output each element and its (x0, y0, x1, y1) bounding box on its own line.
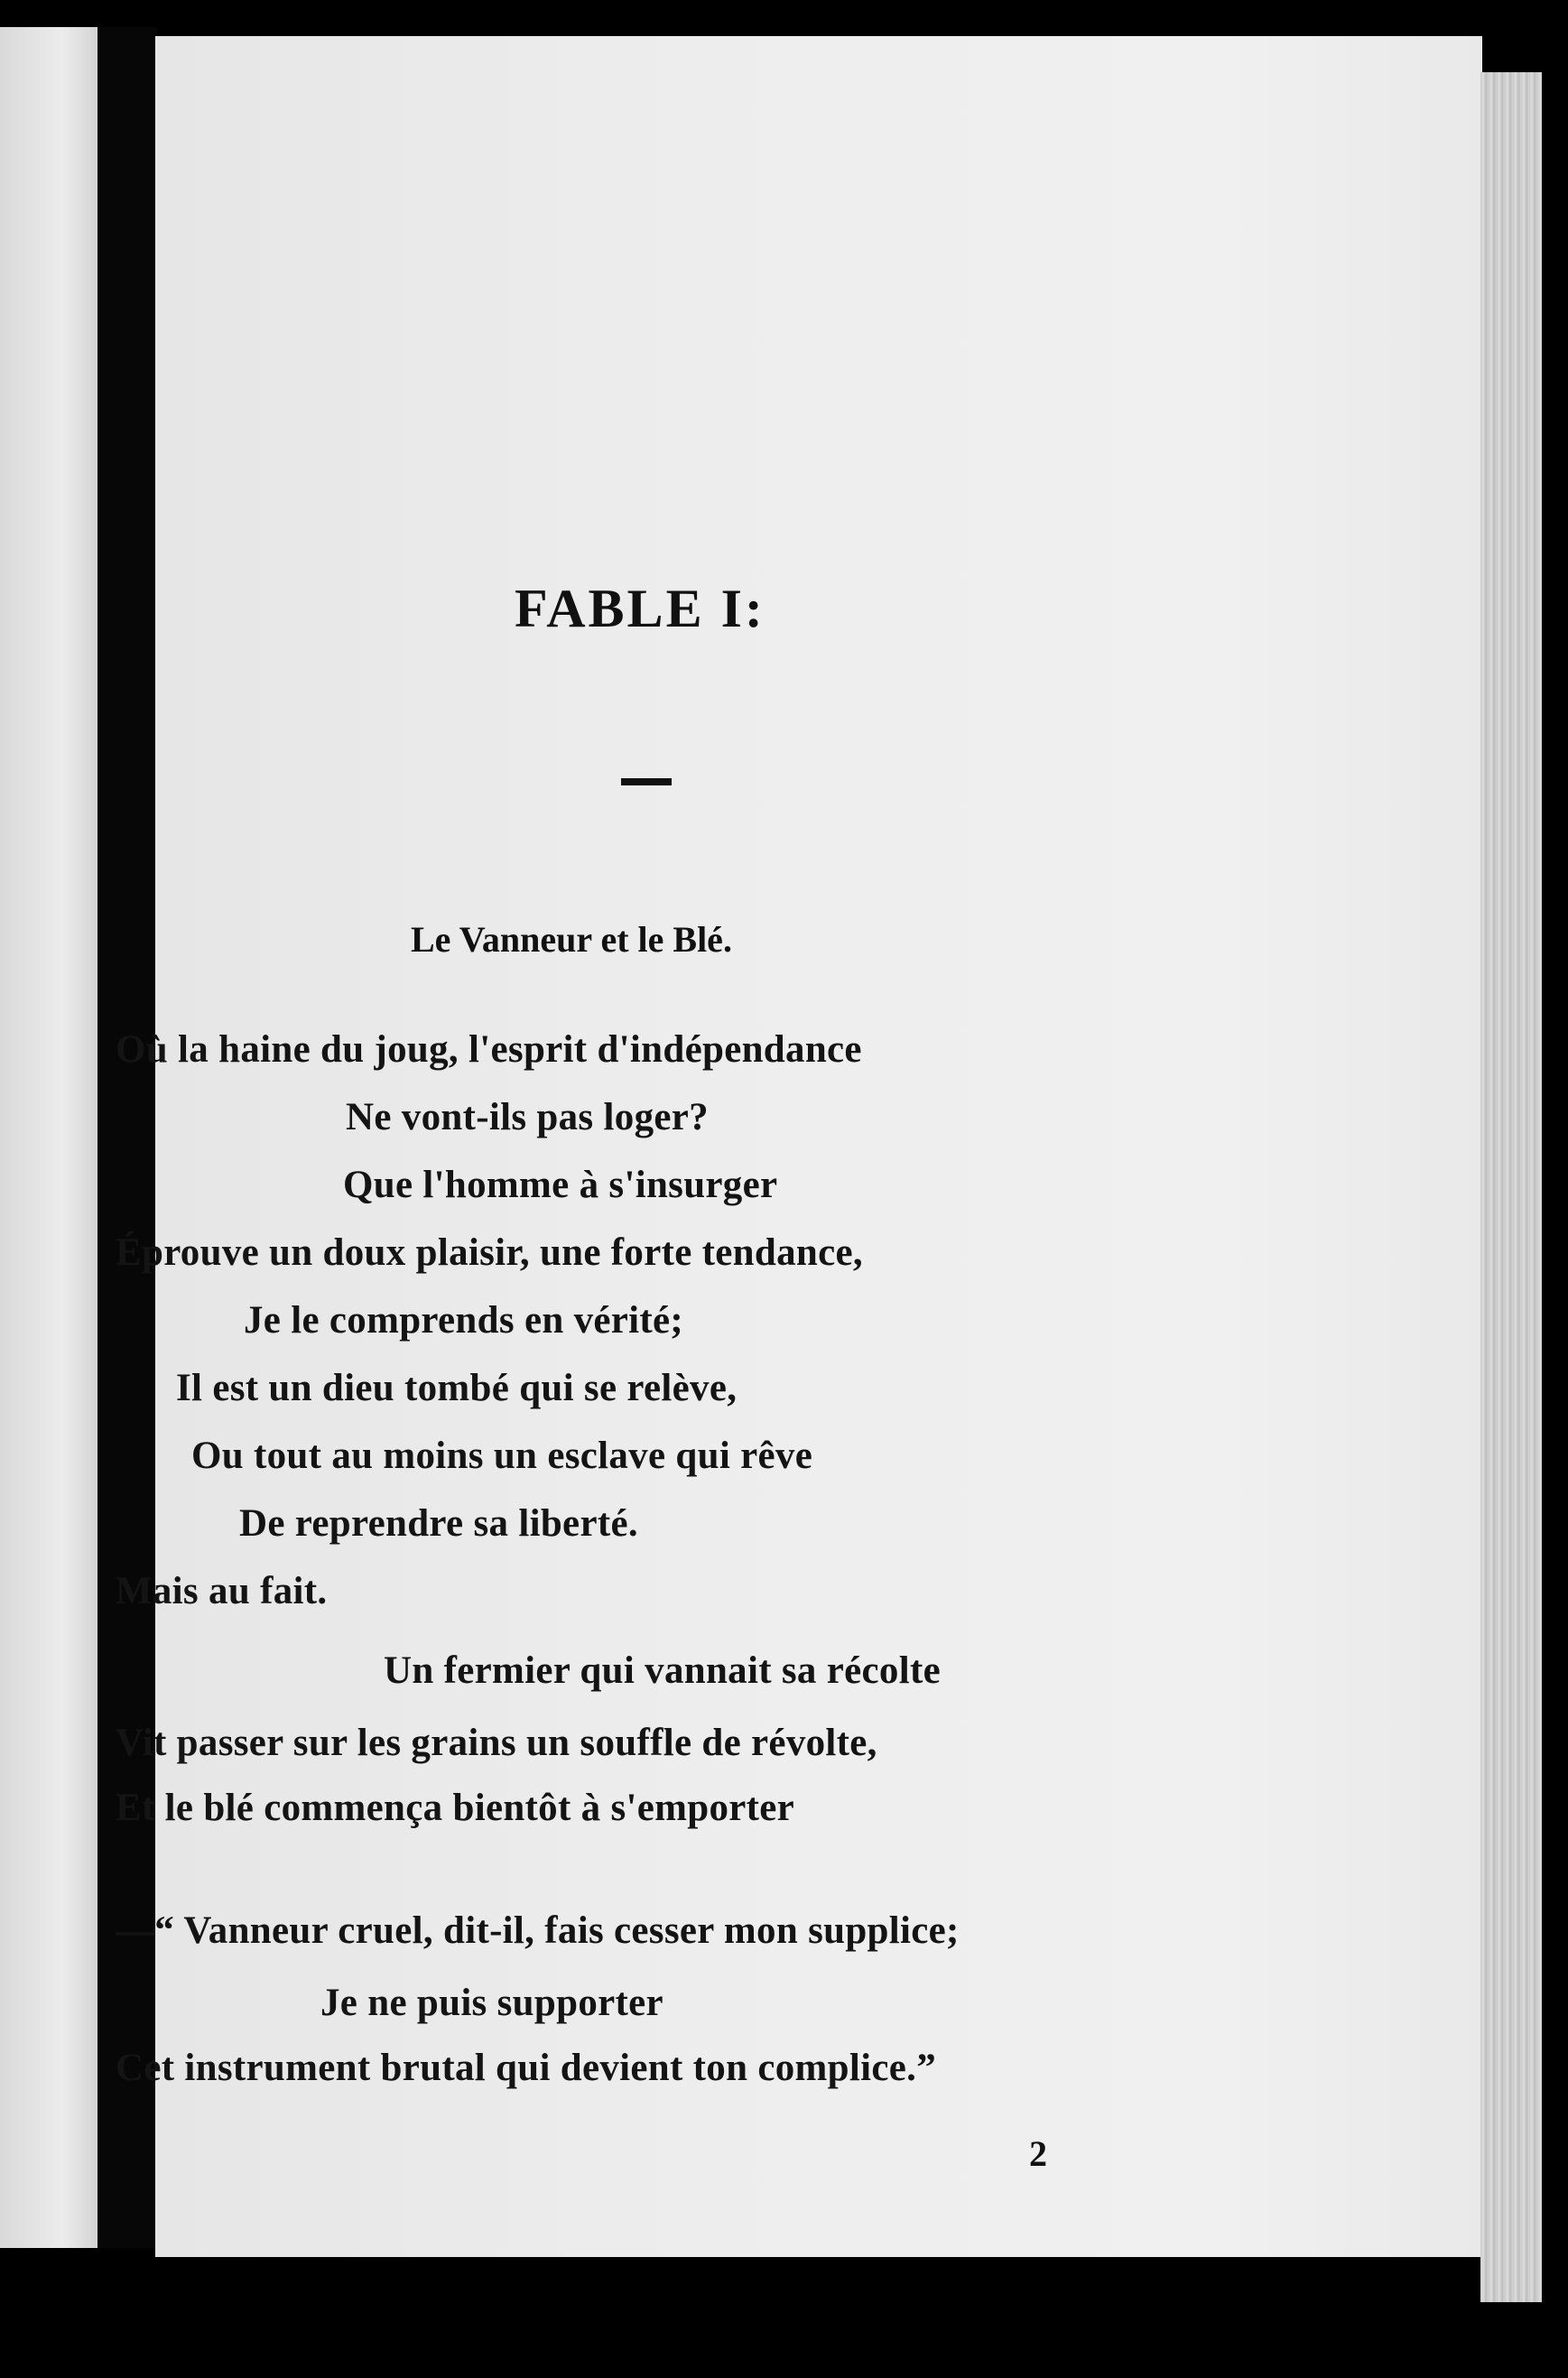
page-number: 2 (1029, 2133, 1047, 2174)
poem-line: Cet instrument brutal qui devient ton complice.” (116, 2047, 937, 2089)
fable-subtitle: Le Vanneur et le Blé. (411, 919, 732, 960)
poem-line: Je le comprends en vérité; (244, 1299, 684, 1342)
poem-line: Où la haine du joug, l'esprit d'indépendance (116, 1028, 862, 1071)
poem-line: Vit passer sur les grains un souffle de révolte, (116, 1722, 877, 1764)
poem-line: Et le blé commença bientôt à s'emporter (116, 1787, 795, 1829)
page-stack-edge (1480, 72, 1542, 2302)
poem-line: Mais au fait. (116, 1570, 328, 1612)
poem-line: Éprouve un doux plaisir, une forte tendance, (116, 1231, 863, 1274)
poem-line: —“ Vanneur cruel, dit-il, fais cesser mon supplice; (116, 1909, 960, 1952)
poem-line: De reprendre sa liberté. (239, 1502, 638, 1545)
previous-page-edge (0, 27, 104, 2248)
poem-line: Ou tout au moins un esclave qui rêve (191, 1435, 813, 1477)
poem-line: Je ne puis supporter (320, 1982, 663, 2024)
fable-title: FABLE I: (515, 579, 765, 638)
poem-line: Que l'homme à s'insurger (343, 1164, 778, 1206)
poem-line: Ne vont-ils pas loger? (346, 1096, 709, 1138)
poem-line: Un fermier qui vannait sa récolte (384, 1649, 941, 1692)
title-separator (621, 778, 672, 785)
poem-line: Il est un dieu tombé qui se relève, (176, 1367, 738, 1409)
